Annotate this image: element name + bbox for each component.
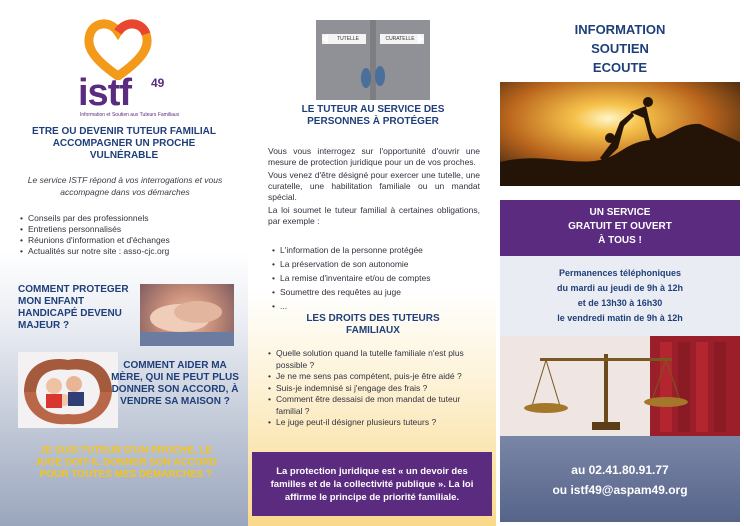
obligations-list xyxy=(272,243,480,313)
list-item: • Soumettre des requêtes au juge xyxy=(272,285,480,299)
rights-list xyxy=(268,348,480,429)
logo-wordmark: istf xyxy=(78,72,131,114)
panel1-heading: ETRE OU DEVENIR TUTEUR FAMILIAL ACCOMPAGNER UN PROCHE VULNÉRABLE xyxy=(32,126,216,161)
list-item: • Le juge peut-il désigner plusieurs tuteurs ? xyxy=(268,417,480,429)
panel-middle xyxy=(248,0,496,526)
service-line: UN SERVICE xyxy=(589,207,651,218)
list-item: • Quelle solution quand la tutelle familiale n'est plus possible ? xyxy=(268,348,480,371)
list-item: • Entretiens personnalisés xyxy=(20,224,235,235)
intro-text xyxy=(268,146,480,227)
panel-right xyxy=(496,0,744,526)
list-item: • L'information de la personne protégée xyxy=(272,243,480,257)
list-item: • Réunions d'information et d'échanges xyxy=(20,235,235,246)
hands-photo xyxy=(140,284,234,346)
email-address[interactable]: ou istf49@aspam49.org xyxy=(552,483,688,497)
helping-hand-photo xyxy=(500,82,740,186)
free-service-box xyxy=(500,200,740,256)
list-item: • La préservation de son autonomie xyxy=(272,257,480,271)
panel3-heading xyxy=(496,20,744,77)
question-judge-agreement: JE SUIS TUTEUR D'UN PROCHE, LE JUGE DOIT-IL DONNER SON ACCORD POUR TOUTES MES DÉMARCHES ? xyxy=(34,445,218,480)
services-list xyxy=(20,213,235,257)
logo-superscript: 49 xyxy=(151,76,165,90)
priority-statement: La protection juridique est « un devoir des familles et de la collectivité publique ». La loi affirme le principe de priorité familiale. xyxy=(270,465,474,503)
crossroads-illustration xyxy=(316,20,430,100)
panel2-heading: LE TUTEUR AU SERVICE DES PERSONNES À PROTÉGER xyxy=(301,104,445,127)
scales-illustration xyxy=(500,336,740,436)
family-illustration xyxy=(18,352,118,428)
hours-line: le vendredi matin de 9h à 12h xyxy=(557,313,683,323)
phone-number[interactable]: au 02.41.80.91.77 xyxy=(571,463,669,477)
list-item: • Je ne me sens pas compétent, puis-je être aidé ? xyxy=(268,371,480,383)
crossroads-photo xyxy=(316,20,430,100)
hours-line: du mardi au jeudi de 9h à 12h xyxy=(556,283,684,293)
hours-block xyxy=(500,256,740,336)
hours-line: Permanences téléphoniques xyxy=(558,268,682,278)
paragraph: La loi soumet le tuteur familial à certaines obligations, par exemple : xyxy=(268,205,480,226)
justice-scales-photo xyxy=(500,336,740,436)
list-item: • Comment être dessaisi de mon mandat de tuteur familial ? xyxy=(268,394,480,417)
hours-line: et de 13h30 à 16h30 xyxy=(577,298,663,308)
hands-illustration xyxy=(140,284,234,346)
contact-block xyxy=(500,436,740,522)
panel2-heading-rights: LES DROITS DES TUTEURS FAMILIAUX xyxy=(306,313,440,336)
service-line: GRATUIT ET OUVERT xyxy=(568,221,672,232)
question-mother-house: COMMENT AIDER MA MÈRE, QUI NE PEUT PLUS DONNER SON ACCORD, À VENDRE SA MAISON ? xyxy=(111,360,239,407)
service-line: À TOUS ! xyxy=(598,235,642,246)
family-photo xyxy=(18,352,118,428)
heading-line: ECOUTE xyxy=(592,60,648,75)
list-item: • Suis-je indemnisé si j'engage des frais ? xyxy=(268,383,480,395)
paragraph: Vous venez d'être désigné pour exercer une tutelle, une curatelle, une habilitation familiale ou un mandat spécial. xyxy=(268,170,480,202)
list-item: • Actualités sur notre site : asso-cjc.org xyxy=(20,246,235,257)
priority-statement-box xyxy=(252,452,492,516)
list-item: • ... xyxy=(272,299,480,313)
sign-tutelle: TUTELLE xyxy=(337,36,359,42)
question-disabled-child: COMMENT PROTEGER MON ENFANT HANDICAPÉ DEVENU MAJEUR ? xyxy=(18,284,129,331)
heading-line: SOUTIEN xyxy=(591,41,649,56)
panel-left xyxy=(0,0,248,526)
list-item: • Conseils par des professionnels xyxy=(20,213,235,224)
heading-line: INFORMATION xyxy=(574,22,666,37)
paragraph: Vous vous interrogez sur l'opportunité d'ouvrir une mesure de protection juridique pour un de vos proches. xyxy=(268,146,480,167)
climbers-illustration xyxy=(500,82,740,186)
heart-logo-icon xyxy=(82,18,154,80)
sign-curatelle: CURATELLE xyxy=(385,36,415,42)
panel1-intro: Le service ISTF répond à vos interrogations et vous accompagne dans vos démarches xyxy=(27,175,223,197)
list-item: • La remise d'inventaire et/ou de comptes xyxy=(272,271,480,285)
logo-tagline: Information et Soutien aux Tuteurs Familiaux xyxy=(80,112,180,118)
